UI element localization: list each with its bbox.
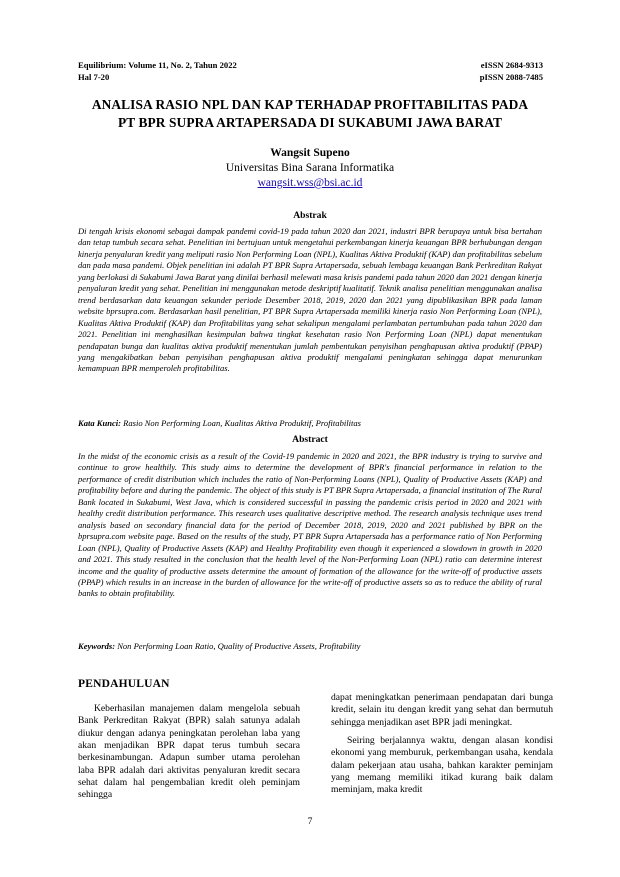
body-paragraph: Seiring berjalannya waktu, dengan alasan kondisi ekonomi yang memburuk, perkembangan usaha, kendala dalam pekerjaan atau usaha, bahkan karakter peminjam yang memang memiliki itikad kurang baik dalam meminjam, maka kredit (331, 735, 553, 796)
author-affiliation: Universitas Bina Sarana Informatika (225, 162, 395, 174)
pissn: pISSN 2088-7485 (479, 72, 543, 82)
abstrak-keywords (78, 418, 542, 429)
abstract-keywords-label: Keywords: (78, 641, 116, 651)
author-email-link[interactable]: wangsit.wss@bsi.ac.id (257, 177, 363, 189)
body-column-left (78, 703, 300, 802)
eissn: eISSN 2684-9313 (480, 60, 543, 70)
journal-volume: Equilibrium: Volume 11, No. 2, Tahun 2022 (78, 60, 237, 70)
paper-title (60, 96, 560, 132)
section-heading-pendahuluan: PENDAHULUAN (78, 678, 170, 690)
abstract-keywords (78, 641, 542, 652)
abstrak-heading: Abstrak (293, 210, 327, 221)
author-email-line (0, 177, 620, 189)
page-number: 7 (307, 816, 313, 827)
body-column-right (331, 692, 553, 797)
abstrak-keywords-text: Rasio Non Performing Loan, Kualitas Aktiva Produktif, Profitabilitas (123, 418, 361, 428)
abstract-keywords-text: Non Performing Loan Ratio, Quality of Productive Assets, Profitability (117, 641, 361, 651)
abstract-heading: Abstract (292, 434, 328, 445)
author-name: Wangsit Supeno (270, 147, 350, 159)
title-line-1: ANALISA RASIO NPL DAN KAP TERHADAP PROFITABILITAS PADA (91, 97, 529, 112)
journal-header-left (78, 59, 237, 83)
body-paragraph-continued: dapat meningkatkan penerimaan pendapatan dari bunga kredit, selain itu dengan kredit yang sehat dan bermutuh sehingga menjadikan aset BPR jadi meningkat. (331, 692, 553, 728)
abstrak-text: Di tengah krisis ekonomi sebagai dampak pandemi covid-19 pada tahun 2020 dan 2021, industri BPR berupaya untuk bisa bertahan dan tetap tumbuh secara sehat. Penelitian ini bertujuan untuk mengetahui perkembangan kinerja keuangan BPR berhubungan dengan kinerja penyaluran kredit yang meliputi rasio Non Performing Loan (NPL), Kualitas Aktiva Produktif (KAP) dan profitabilitas sebelum dan pada masa pandemi. Objek penelitian ini adalah PT BPR Supra Artapersada, sebuah lembaga keuangan Bank Perkreditan Rakyat yang berlokasi di Sukabumi Jawa Barat yang dinilai berhasil melewati masa krisis pandemi pada tahun 2020 dan 2021 dengan kinerja penyaluran kredit yang sehat. Penelitian ini menggunakan metode deskriptif kualitatif. Teknik analisa penelitian menggunakan analisa trend berdasarkan data keuangan sekunder periode Desember 2018, 2019, 2020 dan 2021 yang dipublikasikan BPR pada laman website bprsupra.com. Berdasarkan hasil penelitian, PT BPR Supra Artapersada memiliki kinerja rasio Non Performing Loan (NPL), Kualitas Aktiva Produktif (KAP) dan Profitabilitas yang sehat sekalipun mengalami perlambatan pertumbuhan pada tahun 2020 dan 2021. Penelitian ini menghasilkan kesimpulan bahwa tingkat kesehatan rasio Non Performing Loan (NPL) dapat menentukan pendapatan bunga dan kualitas aktiva produktif menentukan jumlah pembentukan penyisihan penghapusan aktiva produktif (PPAP) yang mengakibatkan beban penyisihan penghapusan aktiva produktif mengalami peningkatan sehingga dapat menurunkan kemampuan BPR memperoleh profitabilitas. (78, 226, 542, 374)
body-paragraph: Keberhasilan manajemen dalam mengelola sebuah Bank Perkreditan Rakyat (BPR) salah satunya adalah diukur dengan adanya peningkatan perolehan laba yang akan menjadikan BPR dapat terus tumbuh secara berkesinambungan. Adapun sumber utama perolehan laba BPR adalah dari aktivitas penyaluran kredit secara sehat dalam hal pengembalian kredit oleh peminjam sehingga (78, 703, 300, 801)
journal-pages: Hal 7-20 (78, 72, 110, 82)
abstrak-keywords-label: Kata Kunci: (78, 418, 121, 428)
journal-header-right (480, 59, 543, 83)
abstract-text: In the midst of the economic crisis as a result of the Covid-19 pandemic in 2020 and 2021, the BPR industry is trying to survive and continue to grow healthily. This study aims to determine the development of BPR's financial performance in relation to the performance of credit distribution which includes the ratio of Non-Performing Loans (NPL), Quality of Productive Assets (KAP) and profitability before and during the pandemic. The object of this study is PT BPR Supra Artapersada, a financial institution of The Rural Bank located in Sukabumi, West Java, which is considered successful in passing the pandemic crisis period in 2020 and 2021 with healthy credit distribution performance. This research uses qualitative descriptive method. The research analysis technique uses trend analysis based on secondary financial data for the period of December 2018, 2019, 2020 and 2021 published by BPR on the bprsupra.com website page. Based on the results of the study, PT BPR Supra Artapersada has a performance ratio of Non Performing Loan (NPL), Quality of Productive Assets (KAP) and Healthy Profitability even though it experienced a slowdown in growth in 2020 and 2021. This study resulted in the conclusion that the health level of the Non-Performing Loan (NPL) ratio can determine interest income and the quality of productive assets determine the amount of formation of the allowance for the write-off of productive assets (PPAP) which results in an increase in the burden of allowance for the write-off of productive assets so as to reduce the ability of rural banks to obtain profitability. (78, 451, 542, 599)
title-line-2: PT BPR SUPRA ARTAPERSADA DI SUKABUMI JAWA BARAT (117, 115, 503, 130)
